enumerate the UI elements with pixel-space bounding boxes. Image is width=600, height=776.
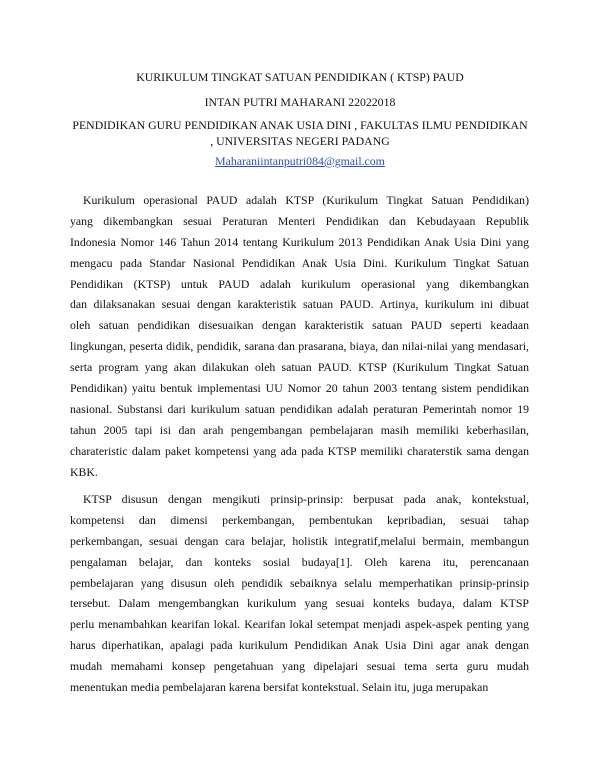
paragraph-line: KTSP disusun dengan mengikuti prinsip-prinsip: berpusat pada anak, kontekstual, xyxy=(83,492,529,506)
paragraph-line: charateristic dalam paket kompetensi yang ada pada KTSP memiliki charaterstik sama dengan xyxy=(70,443,529,458)
paragraph-line: mudah memahami konsep pengetahuan yang dipelajari sesuai tema serta guru mudah xyxy=(70,659,529,674)
paragraph-line: menentukan media pembelajaran karena bersifat kontekstual. Selain itu, juga merupakan xyxy=(70,680,489,695)
paragraph-line: tahun 2005 tapi isi dan arah pengembangan pembelajaran masih memiliki keberhasilan, xyxy=(70,422,529,437)
paragraph-line: kompetensi dan dimensi perkembangan, pembentukan kepribadian, sesuai tahap xyxy=(70,512,529,527)
paragraph-line: Pendidikan) yaitu bentuk implementasi UU Nomor 20 tahun 2003 tentang sistem pendidikan xyxy=(70,381,529,396)
paragraph-line: Pendidikan (KTSP) untuk PAUD adalah kurikulum operasional yang dikembangkan xyxy=(70,276,529,291)
body-paragraph-1 xyxy=(70,190,529,482)
paragraph-line: dan dilaksanakan sesuai dengan karakteristik satuan PAUD. Artinya, kurikulum ini dibuat xyxy=(70,297,529,312)
affiliation-line-2: , UNIVERSITAS NEGERI PADANG xyxy=(210,134,390,148)
affiliation xyxy=(60,117,540,149)
paragraph-line: Indonesia Nomor 146 Tahun 2014 tentang Kurikulum 2013 Pendidikan Anak Usia Dini yang xyxy=(70,234,529,249)
author-line: INTAN PUTRI MAHARANI 22022018 xyxy=(204,95,396,109)
affiliation-line-1: PENDIDIKAN GURU PENDIDIKAN ANAK USIA DINI , FAKULTAS ILMU PENDIDIKAN xyxy=(72,118,528,132)
paragraph-line: nasional. Substansi dari kurikulum satuan pendidikan adalah peraturan Pemerintah nomor 19 xyxy=(70,401,529,416)
paragraph-line: pembelajaran yang disusun oleh pendidik sebaiknya selalu memperhatikan prinsip-prinsip xyxy=(70,575,529,590)
paragraph-line: tersebut. Dalam mengembangkan kurikulum yang sesuai konteks budaya, dalam KTSP xyxy=(70,596,529,611)
body-paragraph-2 xyxy=(70,489,529,698)
paragraph-line: oleh satuan pendidikan disesuaikan dengan karakteristik satuan PAUD seperti keadaan xyxy=(70,318,529,333)
paragraph-line: yang dikembangkan sesuai Peraturan Menteri Pendidikan dan Kebudayaan Republik xyxy=(70,213,529,228)
paragraph-line: pengalaman belajar, dan konteks sosial budaya[1]. Oleh karena itu, perencanaan xyxy=(70,554,529,569)
paragraph-line: mengacu pada Standar Nasional Pendidikan Anak Usia Dini. Kurikulum Tingkat Satuan xyxy=(70,255,529,270)
paragraph-line: harus diperhatikan, apalagi pada kurikulum Pendidikan Anak Usia Dini agar anak dengan xyxy=(70,638,529,653)
paragraph-line: serta program yang akan dilakukan oleh satuan PAUD. KTSP (Kurikulum Tingkat Satuan xyxy=(70,360,529,375)
document-title: KURIKULUM TINGKAT SATUAN PENDIDIKAN ( KTSP) PAUD xyxy=(136,70,464,84)
paragraph-line: Kurikulum operasional PAUD adalah KTSP (Kurikulum Tingkat Satuan Pendidikan) xyxy=(83,193,529,207)
author-email-link[interactable]: Maharaniintanputri084@gmail.com xyxy=(215,154,385,168)
paragraph-line: perkembangan, sesuai dengan cara belajar, holistik integratif,melalui bermain, membangun xyxy=(70,533,529,548)
paragraph-line: perlu menambahkan kearifan lokal. Kearifan lokal setempat menjadi aspek-aspek penting yang xyxy=(70,617,529,632)
paragraph-line: KBK. xyxy=(70,464,98,479)
paragraph-line: lingkungan, peserta didik, pendidik, sarana dan prasarana, biaya, dan nilai-nilai yang mendasari, xyxy=(70,339,529,354)
